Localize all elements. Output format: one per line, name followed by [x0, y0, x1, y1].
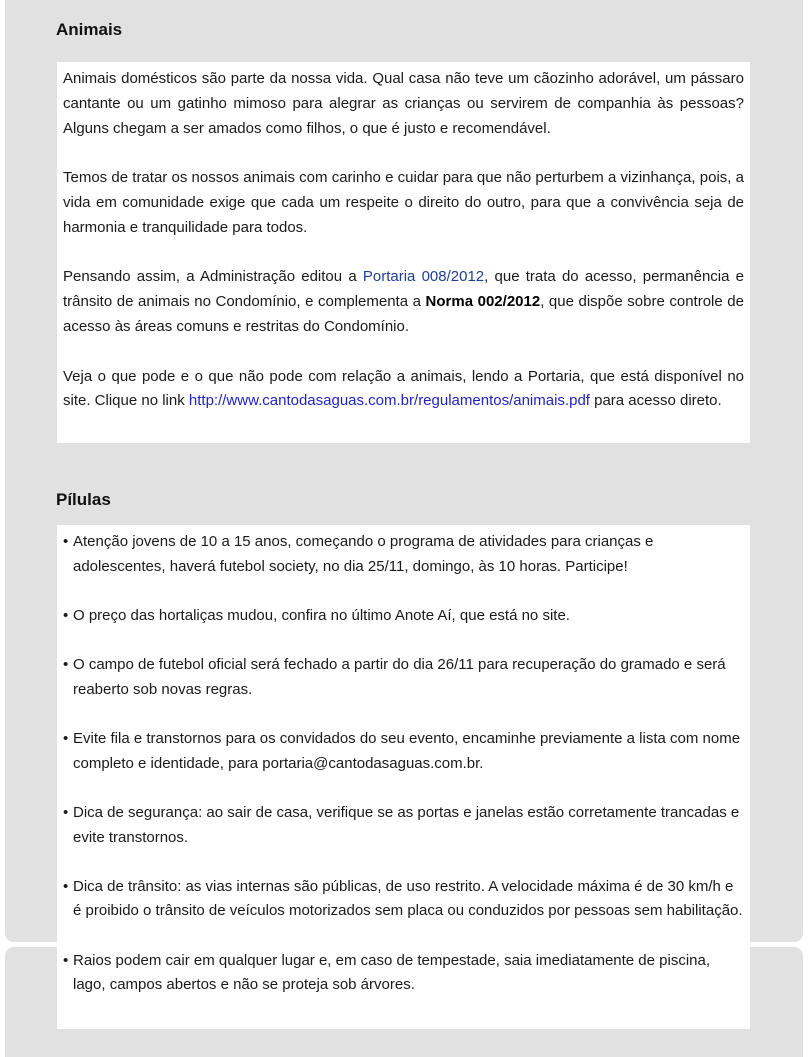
list-item: [63, 949, 744, 999]
list-item-text: Dica de trânsito: as vias internas são públicas, de uso restrito. A velocidade máxima é de 30 km/h e é proibido o trânsito de veículos motorizados sem placa ou conduzidos por pessoas sem habilitação.: [73, 877, 743, 920]
bullet-icon: •: [63, 606, 69, 624]
animais-p4-text-before: Veja o que pode e o que não pode com relação a animais, lendo a Portaria, que está disponível no site. Clique no link: [63, 367, 744, 410]
list-item: [63, 604, 744, 629]
bullet-icon: •: [63, 803, 69, 821]
animais-paragraph-3: [63, 265, 744, 339]
norma-bold-text: Norma 002/2012: [425, 293, 541, 311]
list-item: [63, 875, 744, 925]
animais-paragraph-2: Temos de tratar os nossos animais com carinho e cuidar para que não perturbem a vizinhança, pois, a vida em comunidade exige que cada um respeite o direito do outro, para que a convivência seja de harmonia e tranquilidade para todos.: [63, 169, 744, 236]
animais-content-box: [57, 62, 750, 443]
bullet-icon: •: [63, 655, 69, 673]
section-title-pilulas: Pílulas: [56, 490, 111, 509]
animais-paragraph-1: Animais domésticos são parte da nossa vida. Qual casa não teve um cãozinho adorável, um pássaro cantante ou um gatinho mimoso para alegrar as crianças ou servirem de companhia às pessoas? Alguns chegam a ser amados como filhos, o que é justo e recomendável.: [63, 70, 744, 137]
list-item: [63, 727, 744, 777]
animais-p4-text-after: para acesso direto.: [589, 392, 722, 410]
list-item-text: O campo de futebol oficial será fechado a partir do dia 26/11 para recuperação do gramado e será reaberto sob novas regras.: [73, 655, 726, 698]
bullet-icon: •: [63, 729, 69, 747]
bullet-icon: •: [63, 951, 69, 969]
portaria-link[interactable]: Portaria 008/2012: [362, 268, 485, 286]
animais-p3-text-middle: , que trata do acesso, permanência e trânsito de animais no Condomínio, e complementa a: [63, 268, 744, 311]
list-item-text: Raios podem cair em qualquer lugar e, em caso de tempestade, saia imediatamente de piscina, lago, campos abertos e não se proteja sob árvores.: [73, 951, 711, 994]
pilulas-list: [63, 530, 744, 998]
list-item-text: Evite fila e transtornos para os convidados do seu evento, encaminhe previamente a lista com nome completo e identidade, para portaria@cantodasaguas.com.br.: [73, 729, 741, 772]
list-item: [63, 801, 744, 851]
bullet-icon: •: [63, 533, 69, 550]
animais-p3-text-after: , que dispõe sobre controle de acesso às áreas comuns e restritas do Condomínio.: [63, 293, 744, 335]
bullet-icon: •: [63, 877, 69, 895]
list-item: [63, 653, 744, 703]
list-item-text: Dica de segurança: ao sair de casa, verifique se as portas e janelas estão corretamente trancadas e evite transtornos.: [73, 803, 740, 846]
animais-paragraph-4: [63, 365, 744, 415]
list-item-text: O preço das hortaliças mudou, confira no último Anote Aí, que está no site.: [73, 606, 570, 624]
pilulas-content-box: [57, 525, 750, 1029]
list-item: [63, 530, 744, 580]
animais-p3-text-before: Pensando assim, a Administração editou a: [63, 268, 363, 286]
animais-pdf-link[interactable]: http://www.cantodasaguas.com.br/regulamentos/animais.pdf: [188, 392, 590, 410]
section-title-animais: Animais: [56, 20, 123, 39]
list-item-text: Atenção jovens de 10 a 15 anos, começando o programa de atividades para crianças e adolescentes, haverá futebol society, no dia 25/11, domingo, às 10 horas. Participe!: [73, 533, 654, 575]
